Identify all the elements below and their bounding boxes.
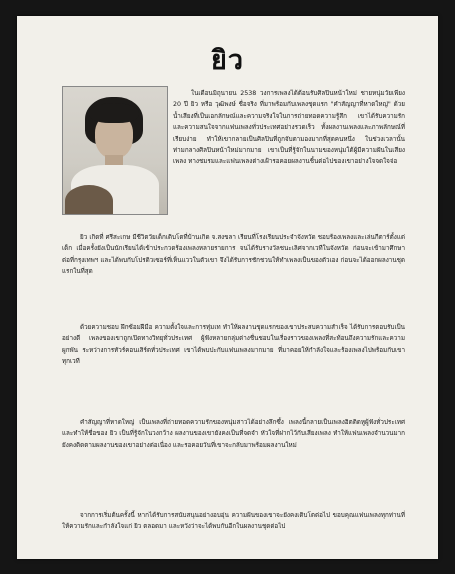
page-title: ยิว: [211, 45, 244, 76]
artist-photo: [62, 86, 168, 215]
body-paragraph: ด้วยความชอบ ฝึกซ้อมฝีมือ ความตั้งใจและการทุ่มเท ทำให้ผลงานชุดแรกของเขาประสบความสำเร็จ ได้รับการตอบรับเป็นอย่างดี เพลงของเขาถูกเปิดทางวิทยุทั่วประเทศ ผู้ฟังหลายกลุ่มต่างชื่นชอบในเรื่องราวของเพลงที่สะท้อนถึงความรักและความผูกพัน ระหว่างการทัวร์คอนเสิร์ตทั่วประเทศ เขาได้พบปะกับแฟนเพลงมากมาย ที่มาคอยให้กำลังใจและร้องเพลงไปพร้อมกับเขาทุกเวที: [62, 324, 405, 366]
body-paragraph: จากการเริ่มต้นครั้งนี้ หากได้รับการสนับสนุนอย่างอบอุ่น ความฝันของเขาจะยังคงเติบโตต่อไป ขอบคุณแฟนเพลงทุกท่านที่ให้ความรักและกำลังใจแก่ ยิว ตลอดมา และหวังว่าจะได้พบกันอีกในผลงานชุดต่อไป: [62, 512, 405, 531]
body-paragraph: คำสัญญาที่หาดใหญ่ เป็นเพลงที่ถ่ายทอดความรักของหนุ่มสาวได้อย่างลึกซึ้ง เพลงนี้กลายเป็นเพลงฮิตติดหูผู้ฟังทั่วประเทศ และทำให้ชื่อของ ยิว เป็นที่รู้จักในวงกว้าง ผลงานของเขายังคงเป็นที่จดจำ หัวใจที่ฝากไว้กับเสียงเพลง ทำให้แฟนเพลงจำนวนมากยังคงติดตามผลงานของเขาอย่างต่อเนื่อง และรอคอยวันที่เขาจะกลับมาพร้อมผลงานใหม่: [62, 419, 405, 449]
document-page: [17, 16, 438, 559]
intro-paragraph: ในเดือนมิถุนายน 2538 วงการเพลงได้ต้อนรับศิลปินหน้าใหม่ ชายหนุ่มวัยเพียง 20 ปี ยิว หรือ วุฒิพงษ์ ชื่อจริง ที่มาพร้อมกับเพลงชุดแรก "คำสัญญาที่หาดใหญ่" ด้วยน้ำเสียงที่เป็นเอกลักษณ์และความจริงใจในการถ่ายทอดความรู้สึก เขาได้รับความรักและความสนใจจากแฟนเพลงทั่วประเทศอย่างรวดเร็ว ทั้งผลงานเพลงและภาพลักษณ์ที่เรียบง่าย ทำให้เขากลายเป็นศิลปินที่ถูกจับตามองมากที่สุดคนหนึ่ง ในช่วงเวลานั้น ท่ามกลางศิลปินหน้าใหม่มากมาย เขาเป็นที่รู้จักในนามของหนุ่มใต้ผู้มีความฝันในเสียงเพลง ทางชมรมและแฟนเพลงต่างเฝ้ารอคอยผลงานชิ้นต่อไปของเขาอย่างใจจดใจจ่อ: [173, 90, 405, 166]
body-paragraph: ยิว เกิดที่ ศรีสะเกษ มีชีวิตวัยเด็กเติบโตที่บ้านเกิด จ.สงขลา เรียนที่โรงเรียนประจำจังหวัด ชอบร้องเพลงและเล่นกีตาร์ตั้งแต่เด็ก เมื่อครั้งยังเป็นนักเรียนได้เข้าประกวดร้องเพลงหลายรายการ จนได้รับรางวัลชนะเลิศจากเวทีในจังหวัด ก่อนจะเข้ามาศึกษาต่อที่กรุงเทพฯ และได้พบกับโปรดิวเซอร์ที่เห็นแววในตัวเขา จึงได้รับการชักชวนให้ทำเพลงเป็นของตัวเอง ก่อนจะได้ออกผลงานชุดแรกในที่สุด: [62, 234, 405, 276]
guitar-icon: [65, 185, 113, 215]
